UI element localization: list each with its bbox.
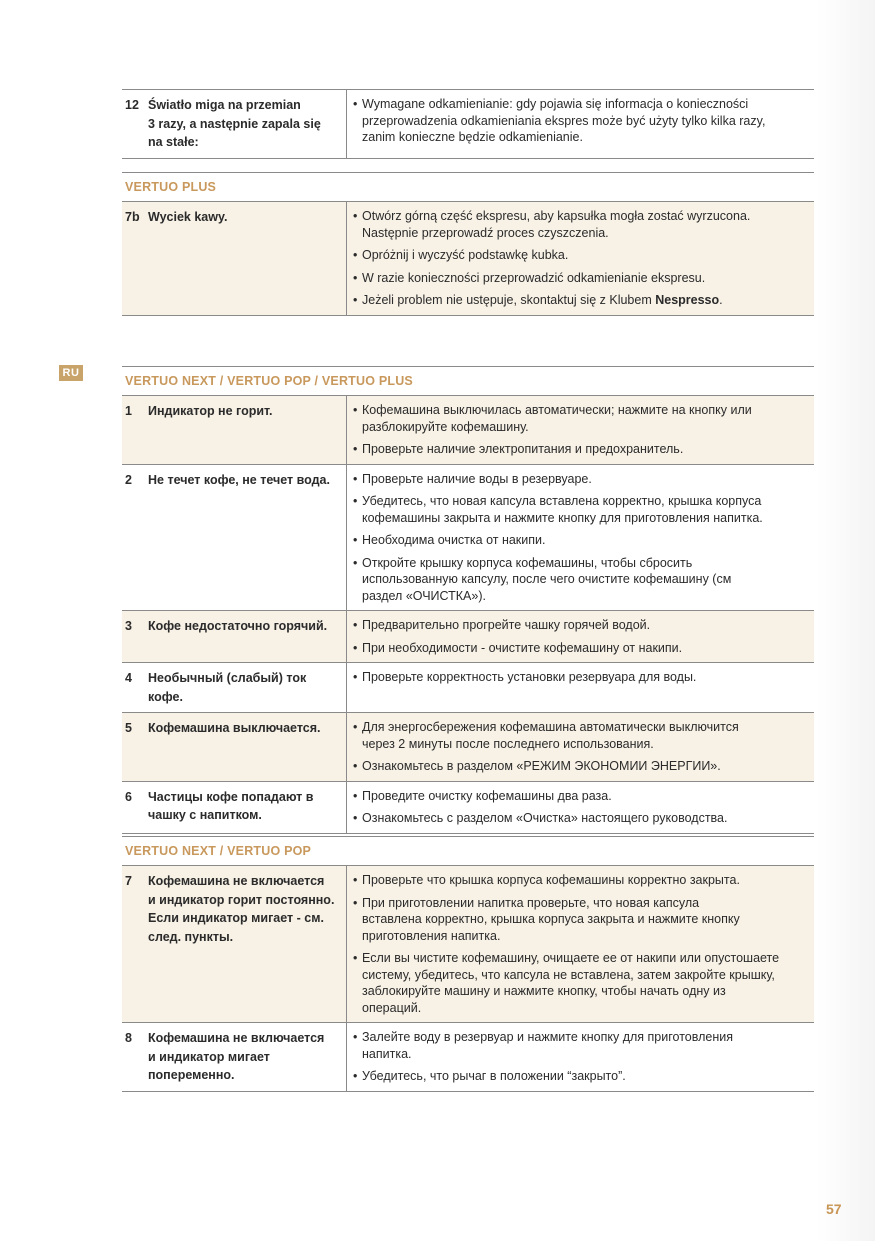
issue-text: Частицы кофе попадают в чашку с напитком. — [148, 789, 314, 822]
table-row — [122, 90, 814, 159]
solution-cell — [346, 611, 814, 662]
solution-item: • W razie konieczności przeprowadzić odkamienianie ekspresu. — [353, 270, 814, 287]
issue-text: Wyciek kawy. — [148, 210, 228, 224]
table-row — [122, 202, 814, 316]
section-vertuo-next-pop — [122, 836, 814, 1092]
table-row — [122, 663, 814, 713]
solution-cell — [346, 782, 814, 833]
solution-item: • Проведите очистку кофемашины два раза. — [353, 788, 814, 805]
solution-item: • Проверьте корректность установки резервуара для воды. — [353, 669, 814, 686]
issue-cell — [122, 713, 346, 781]
row-number: 5 — [125, 721, 132, 735]
solution-cell — [346, 202, 814, 315]
issue-text: Не течет кофе, не течет вода. — [148, 472, 330, 487]
solution-item: • Предварительно прогрейте чашку горячей водой. — [353, 617, 814, 634]
table-row — [122, 465, 814, 612]
row-number: 12 — [125, 98, 139, 112]
solution-item: • Wymagane odkamienianie: gdy pojawia się informacja o konieczności przeprowadzenia odkamieniania ekspres może być użyty tylko kilka razy, zanim konieczne będzie odkamienianie. — [353, 96, 814, 146]
row-number: 2 — [125, 472, 132, 487]
solution-item: • Opróżnij i wyczyść podstawkę kubka. — [353, 247, 814, 264]
section-title: VERTUO NEXT / VERTUO POP — [122, 837, 814, 866]
solution-item: • Ознакомьтесь в разделом «РЕЖИМ ЭКОНОМИИ ЭНЕРГИИ». — [353, 758, 814, 775]
issue-cell — [122, 202, 346, 315]
row-number: 6 — [125, 789, 132, 804]
brand-name: Nespresso — [655, 293, 720, 307]
solution-item: • Ознакомьтесь с разделом «Очистка» настоящего руководства. — [353, 810, 814, 827]
solution-item: • Проверьте наличие воды в резервуаре. — [353, 471, 814, 488]
page-number: 57 — [826, 1201, 842, 1217]
issue-cell — [122, 396, 346, 464]
issue-text: Кофемашина не включается и индикатор мигает попеременно. — [148, 1031, 325, 1082]
solution-cell — [346, 866, 814, 1022]
table-row — [122, 782, 814, 834]
row-number: 7 — [125, 874, 132, 888]
issue-text: Światło miga na przemian 3 razy, a następnie zapala się na stałe: — [148, 98, 321, 149]
solution-item: • Если вы чистите кофемашину, очищаете ее от накипи или опустошаете систему, убедитесь, что капсула не вставлена, затем закройте крышку, заблокируйте машину и нажмите кнопку, чтобы начать одну из операций. — [353, 950, 814, 1016]
table-row — [122, 866, 814, 1023]
language-badge: RU — [59, 365, 83, 381]
solution-item: • Проверьте наличие электропитания и предохранитель. — [353, 441, 814, 458]
section-vertuo-next-pop-plus — [122, 366, 814, 834]
solution-item: • При необходимости - очистите кофемашину от накипи. — [353, 640, 814, 657]
row-number: 7b — [125, 210, 140, 224]
section-title: VERTUO NEXT / VERTUO POP / VERTUO PLUS — [122, 367, 814, 396]
solution-item: • Необходима очистка от накипи. — [353, 532, 814, 549]
section-title: VERTUO PLUS — [122, 173, 814, 202]
solution-item-end: . — [719, 293, 723, 307]
solution-cell — [346, 396, 814, 464]
issue-cell — [122, 663, 346, 712]
section-top-continuation — [122, 89, 814, 159]
solution-item: • Залейте воду в резервуар и нажмите кнопку для приготовления напитка. — [353, 1029, 814, 1062]
issue-text: Индикатор не горит. — [148, 404, 273, 418]
solution-item: • Otwórz górną część ekspresu, aby kapsułka mogła zostać wyrzucona. Następnie przeprowadź proces czyszczenia. — [353, 208, 814, 241]
row-number: 8 — [125, 1031, 132, 1045]
table-row — [122, 611, 814, 663]
solution-item-text: Jeżeli problem nie ustępuje, skontaktuj się z Klubem — [362, 293, 656, 307]
issue-cell — [122, 465, 346, 611]
row-number: 3 — [125, 619, 132, 633]
row-number: 1 — [125, 404, 132, 418]
solution-item: • Для энергосбережения кофемашина автоматически выключится через 2 минуты после последнего использования. — [353, 719, 814, 752]
issue-cell — [122, 90, 346, 158]
issue-cell — [122, 1023, 346, 1091]
row-number: 4 — [125, 671, 132, 685]
solution-cell — [346, 90, 814, 158]
solution-item: • Проверьте что крышка корпуса кофемашины корректно закрыта. — [353, 872, 814, 889]
solution-item — [353, 292, 814, 309]
issue-cell — [122, 866, 346, 1022]
issue-text: Кофемашина выключается. — [148, 721, 321, 735]
solution-item: • Кофемашина выключилась автоматически; нажмите на кнопку или разблокируйте кофемашину. — [353, 402, 814, 435]
page-edge-shade — [817, 0, 875, 1241]
issue-cell — [122, 611, 346, 662]
solution-cell — [346, 1023, 814, 1091]
solution-cell — [346, 663, 814, 712]
solution-cell — [346, 465, 814, 611]
solution-item: • При приготовлении напитка проверьте, что новая капсула вставлена корректно, крышка корпуса закрыта и нажмите кнопку приготовления напитка. — [353, 895, 814, 945]
solution-cell — [346, 713, 814, 781]
solution-item: • Откройте крышку корпуса кофемашины, чтобы сбросить использованную капсулу, после чего очистите кофемашину (см раздел «ОЧИСТКА»). — [353, 555, 814, 605]
issue-text: Кофе недостаточно горячий. — [148, 619, 328, 633]
table-row — [122, 396, 814, 465]
issue-text: Кофемашина не включается и индикатор горит постоянно. Если индикатор мигает - см. след. пункты. — [148, 874, 335, 944]
table-row — [122, 1023, 814, 1092]
issue-text: Необычный (слабый) ток кофе. — [148, 671, 307, 704]
table-row — [122, 713, 814, 782]
solution-item: • Убедитесь, что новая капсула вставлена корректно, крышка корпуса кофемашины закрыта и нажмите кнопку для приготовления напитка. — [353, 493, 814, 526]
issue-cell — [122, 782, 346, 833]
solution-item: • Убедитесь, что рычаг в положении “закрыто”. — [353, 1068, 814, 1085]
section-vertuo-plus — [122, 172, 814, 316]
